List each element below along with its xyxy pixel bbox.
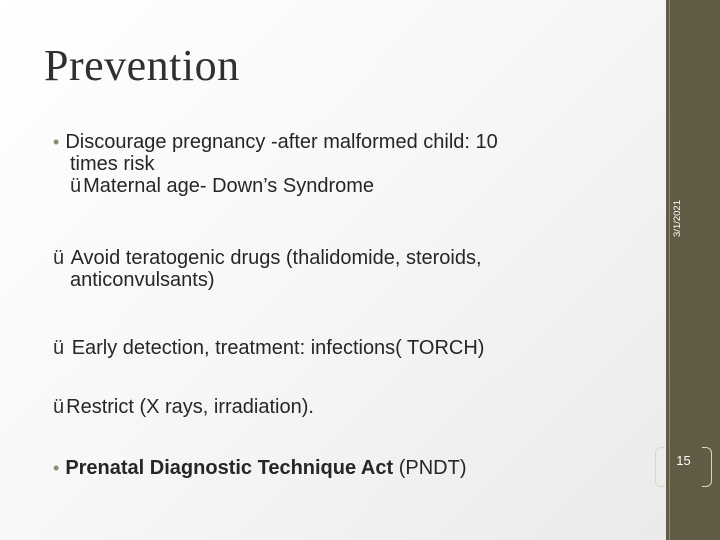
page-number: 15	[676, 453, 691, 468]
bullet-text-continued: times risk	[70, 153, 155, 175]
page-number-badge	[655, 447, 712, 487]
check-item-text: Restrict (X rays, irradiation).	[66, 396, 314, 418]
bullet-text: Discourage pregnancy -after malformed child: 10	[65, 131, 498, 153]
bullet-item	[53, 457, 466, 479]
bullet-dot-icon: •	[53, 458, 60, 478]
check-item	[53, 337, 484, 359]
bullet-text: (PNDT)	[393, 457, 467, 479]
bullet-dot-icon: •	[53, 132, 60, 152]
checkmark-icon: ü	[70, 175, 82, 197]
slide-date: 3/1/2021	[672, 200, 683, 237]
check-item	[53, 396, 314, 418]
bullet-item	[53, 131, 498, 197]
slide-title: Prevention	[44, 41, 240, 90]
check-item-text: Early detection, treatment: infections( TORCH)	[71, 337, 485, 359]
checkmark-icon: ü	[53, 247, 65, 269]
sub-bullet-text: Maternal age- Down’s Syndrome	[83, 175, 375, 197]
bullet-text-bold: Prenatal Diagnostic Technique Act	[65, 457, 394, 479]
check-item-text: Avoid teratogenic drugs (thalidomide, steroids,	[70, 247, 482, 269]
check-item	[53, 247, 482, 291]
check-item-text-continued: anticonvulsants)	[70, 269, 215, 291]
checkmark-icon: ü	[53, 396, 65, 418]
checkmark-icon: ü	[53, 337, 65, 359]
